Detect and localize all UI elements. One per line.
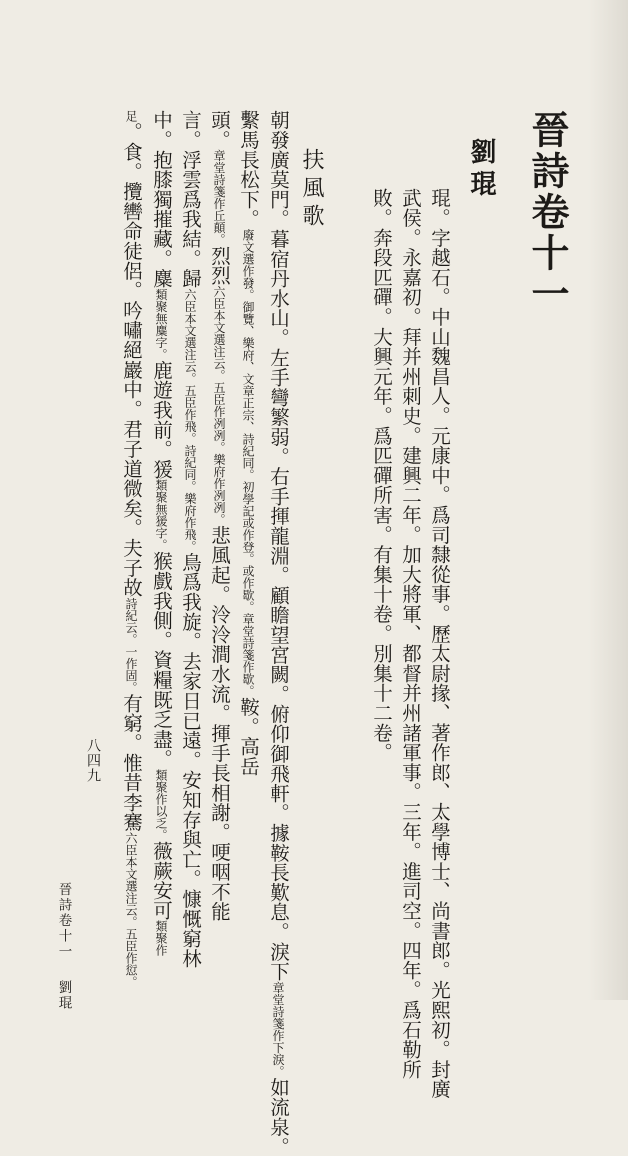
poem-text: 言。浮雲爲我結。歸 bbox=[179, 110, 202, 289]
bio-line-3: 敗。奔段匹磾。大興元年。爲匹磾所害。有集十卷。別集十二卷。 bbox=[370, 188, 393, 763]
poem-text: 頭。 bbox=[208, 110, 231, 150]
poem-text: 中。抱膝獨摧藏。麋 bbox=[150, 110, 173, 289]
commentary-note: 類聚作以乏。 bbox=[154, 768, 168, 841]
poem-title: 扶風歌 bbox=[299, 148, 324, 232]
author-name: 劉琨 bbox=[466, 138, 496, 202]
poem-text: 鞍。高岳 bbox=[237, 696, 260, 777]
commentary-note: 廢文選作發。御覽、樂府、文章正宗、詩紀同。初學記或作登。或作歇。章堂詩箋作歇。 bbox=[241, 228, 255, 697]
poem-line-6 bbox=[122, 110, 142, 988]
poem-text: 朝發廣莫門。暮宿丹水山。左手彎繁弱。右手揮龍淵。顧瞻望宮闕。俯仰御飛軒。據鞍長歎息。淚下 bbox=[267, 110, 290, 982]
poem-line-5 bbox=[152, 110, 172, 956]
commentary-note: 足 bbox=[124, 110, 138, 122]
poem-text: 悲風起。泠泠澗水流。揮手長相謝。哽咽不能 bbox=[208, 525, 231, 922]
poem-line-3 bbox=[210, 110, 230, 921]
poem-line-2 bbox=[239, 110, 259, 776]
volume-title: 晉詩卷十一 bbox=[525, 110, 570, 315]
commentary-note: 類聚無猨字。 bbox=[154, 479, 168, 552]
poem-text: 如流泉。 bbox=[267, 1077, 290, 1156]
commentary-note: 六臣本文選注云。五臣作飛。詩紀同。樂府作飛。 bbox=[183, 288, 197, 553]
poem-text: 。食。攬轡命徒侶。吟嘯絕巖中。君子道微矣。夫子故 bbox=[120, 122, 143, 598]
commentary-note: 六臣本文選注云。五臣作愆。 bbox=[124, 831, 138, 988]
poem-text: 繫馬長松下。 bbox=[237, 110, 260, 229]
running-head-author: 劉琨 bbox=[55, 979, 72, 1011]
poem-line-4 bbox=[181, 110, 201, 968]
page-number: 八四九 bbox=[85, 738, 101, 783]
poem-line-1 bbox=[269, 110, 289, 1156]
commentary-note: 類聚無麋字。 bbox=[154, 288, 168, 361]
poem-text: 鳥爲我旋。去家日已遠。安知存與亡。慷慨窮林 bbox=[179, 552, 202, 969]
poem-text: 鹿遊我前。猨 bbox=[150, 360, 173, 480]
poem-text: 薇蕨安可 bbox=[150, 840, 173, 921]
poem-text: 猴戲我側。資糧既乏盡。 bbox=[150, 551, 173, 769]
commentary-note: 詩紀云。一作固。 bbox=[124, 597, 138, 694]
poem-text: 有窮。惟昔李騫 bbox=[120, 693, 143, 832]
running-head bbox=[56, 882, 70, 1011]
poem-text: 烈烈 bbox=[208, 245, 231, 286]
commentary-note: 章堂詩箋作丘顛。 bbox=[212, 149, 226, 246]
page-gutter-shadow bbox=[588, 0, 628, 1000]
commentary-note: 章堂詩箋作下淚。 bbox=[271, 981, 285, 1078]
bio-line-1: 琨。字越石。中山魏昌人。元康中。爲司隸從事。歷太尉掾、著作郎、太學博士、尚書郎。光熙初。封廣 bbox=[428, 188, 451, 1099]
commentary-note: 六臣本文選注云。五臣作冽冽。樂府作冽冽。 bbox=[212, 285, 226, 526]
commentary-note: 類聚作 bbox=[154, 920, 168, 957]
running-head-title: 晉詩卷十一 bbox=[55, 882, 72, 960]
bio-line-2: 武侯。永嘉初。拜并州刺史。建興二年。加大將軍、都督并州諸軍事。三年。進司空。四年。爲石勒所 bbox=[399, 188, 422, 1079]
